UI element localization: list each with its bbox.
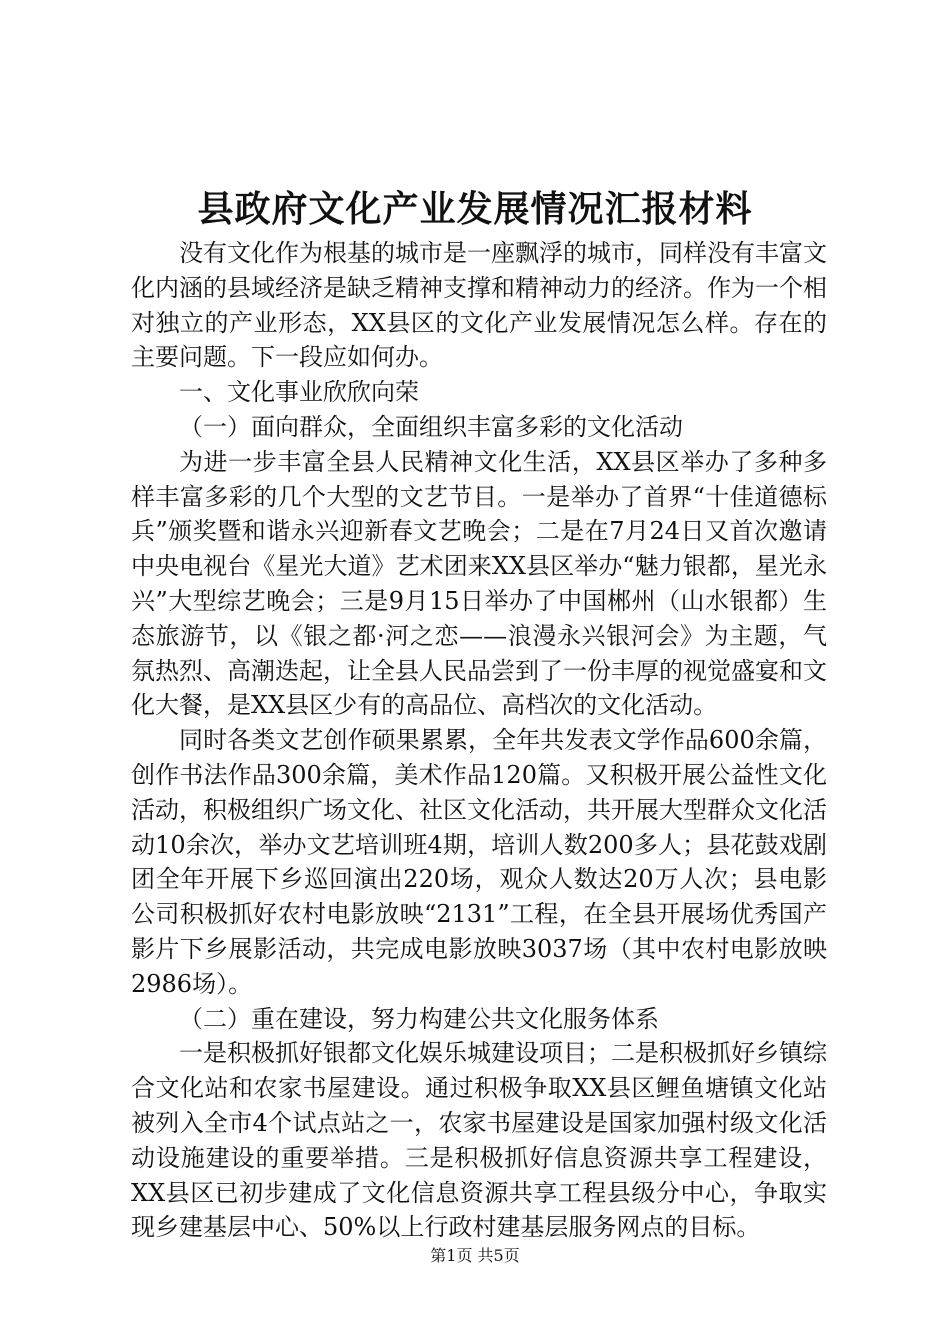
paragraph-intro: 没有文化作为根基的城市是一座飘浮的城市，同样没有丰富文化内涵的县域经济是缺乏精神支撑和精神动力的经济。作为一个相对独立的产业形态，XX县区的文化产业发展情况怎么样。存在的主要问题。下一段应如何办。	[131, 239, 827, 372]
paragraph-activities: 为进一步丰富全县人民精神文化生活，XX县区举办了多种多样丰富多彩的几个大型的文艺节目。一是举办了首界“十佳道德标兵”颁奖暨和谐永兴迎新春文艺晚会；二是在7月24日又首次邀请中央电视台《星光大道》艺术团来XX县区举办“魅力银都，星光永兴”大型综艺晚会；三是9月15日举办了中国郴州（山水银都）生态旅游节，以《银之都·河之恋——浪漫永兴银河会》为主题，气氛热烈、高潮迭起，让全县人民品尝到了一份丰厚的视觉盛宴和文化大餐，是XX县区少有的高品位、高档次的文化活动。	[131, 447, 827, 720]
section-heading-1: 一、文化事业欣欣向荣	[179, 378, 419, 407]
page-footer: 第1页 共5页	[430, 1246, 520, 1265]
subsection-heading-1: （一）面向群众，全面组织丰富多彩的文化活动	[179, 412, 683, 441]
subsection-heading-2: （二）重在建设，努力构建公共文化服务体系	[179, 1004, 659, 1033]
paragraph-construction: 一是积极抓好银都文化娱乐城建设项目；二是积极抓好乡镇综合文化站和农家书屋建设。通过积极争取XX县区鲤鱼塘镇文化站被列入全市4个试点站之一，农家书屋建设是国家加强村级文化活动设施建设的重要举措。三是积极抓好信息资源共享工程建设，XX县区已初步建成了文化信息资源共享工程县级分中心，争取实现乡建基层中心、50%以上行政村建基层服务网点的目标。	[131, 1039, 827, 1242]
paragraph-creation: 同时各类文艺创作硕果累累，全年共发表文学作品600余篇，创作书法作品300余篇，美术作品120篇。又积极开展公益性文化活动，积极组织广场文化、社区文化活动，共开展大型群众文化活动10余次，举办文艺培训班4期，培训人数200多人；县花鼓戏剧团全年开展下乡巡回演出220场，观众人数达20万人次；县电影公司积极抓好农村电影放映“2131”工程，在全县开展场优秀国产影片下乡展影活动，共完成电影放映3037场（其中农村电影放映2986场）。	[131, 726, 827, 998]
document-title: 县政府文化产业发展情况汇报材料	[197, 188, 753, 230]
document-body	[131, 236, 827, 1245]
